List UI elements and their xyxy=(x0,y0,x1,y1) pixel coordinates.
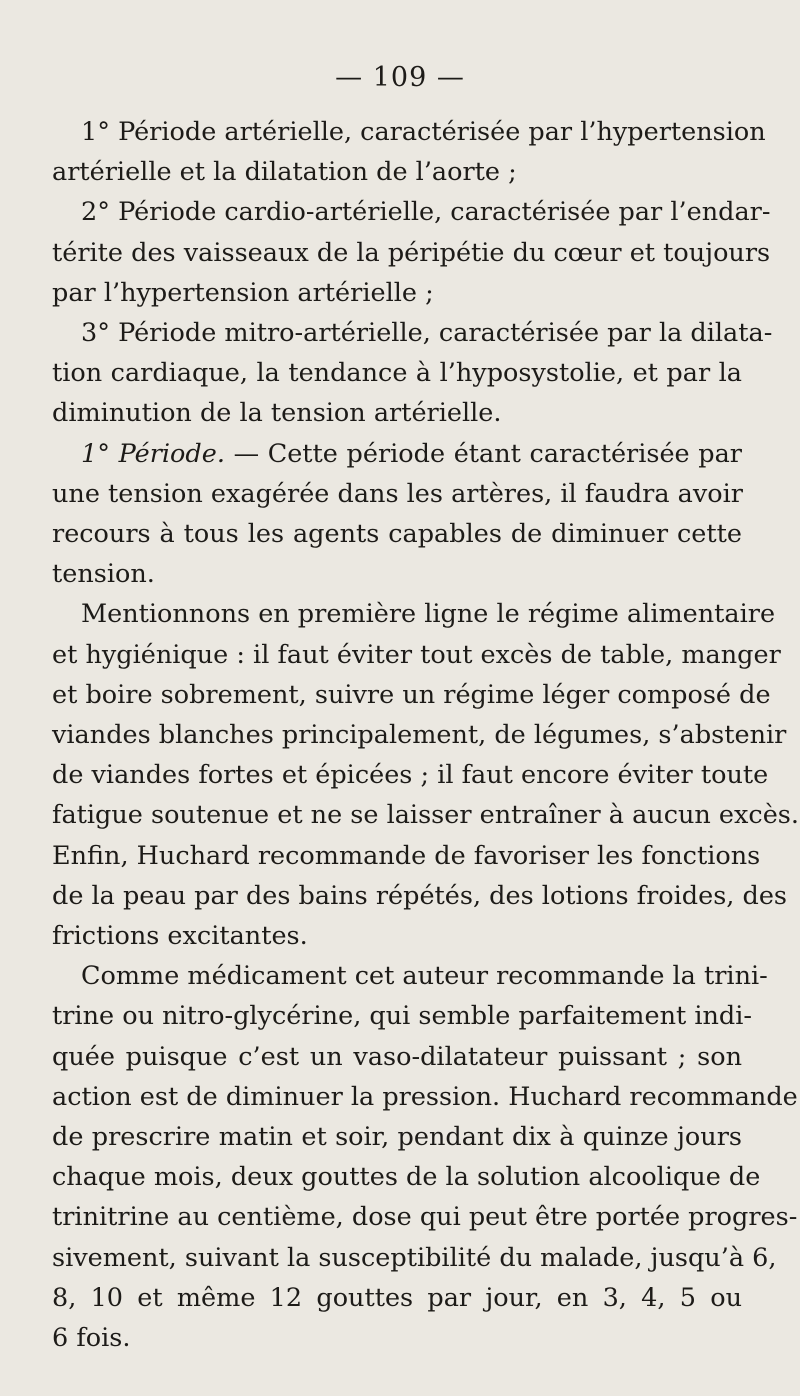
text-line: artérielle et la dilatation de l’aorte ; xyxy=(52,157,517,188)
text-line: sivement, suivant la susceptibilité du malade, jusqu’à 6, xyxy=(52,1242,777,1273)
text-line: et boire sobrement, suivre un régime léger composé de xyxy=(52,679,771,710)
text-line: trinitrine au centième, dose qui peut être portée progres- xyxy=(52,1202,798,1233)
text-line: trine ou nitro-glycérine, qui semble parfaitement indi- xyxy=(52,1001,753,1032)
text-line: tension. xyxy=(52,559,155,590)
text-line: frictions excitantes. xyxy=(52,921,308,952)
text-line: Enfin, Huchard recommande de favoriser les fonctions xyxy=(52,840,761,871)
text-line: 3° Période mitro-artérielle, caractérisée par la dilata- xyxy=(81,318,773,349)
paragraph-periode-mitro-arterielle xyxy=(52,313,773,434)
body-text xyxy=(52,112,799,1358)
text-line: 6 fois. xyxy=(52,1323,131,1354)
text-line: Comme médicament cet auteur recommande la trini- xyxy=(81,961,768,992)
page-number: — 109 — xyxy=(335,62,465,93)
text-line: action est de diminuer la pression. Huchard recommande xyxy=(52,1081,798,1112)
text-line: chaque mois, deux gouttes de la solution alcoolique de xyxy=(52,1162,761,1193)
paragraph-periode-cardio-arterielle xyxy=(52,192,771,313)
text-line: 2° Période cardio-artérielle, caractérisée par l’endar- xyxy=(81,197,771,228)
text-line: de viandes fortes et épicées ; il faut encore éviter toute xyxy=(52,760,769,791)
text-line: et hygiénique : il faut éviter tout excès de table, manger xyxy=(52,639,781,670)
text-line: tion cardiaque, la tendance à l’hyposystolie, et par la xyxy=(52,358,742,389)
paragraph-periode-arterielle xyxy=(52,112,766,192)
text-line: fatigue soutenue et ne se laisser entraîner à aucun excès. xyxy=(52,800,799,831)
text-line: térite des vaisseaux de la péripétie du cœur et toujours xyxy=(52,237,771,268)
text-line: recours à tous les agents capables de diminuer cette xyxy=(52,519,742,550)
text-line: une tension exagérée dans les artères, il faudra avoir xyxy=(52,478,743,509)
text-line: diminution de la tension artérielle. xyxy=(52,398,502,429)
text-line: 8, 10 et même 12 gouttes par jour, en 3, 4, 5 ou xyxy=(52,1282,742,1313)
text-line: 1° Période artérielle, caractérisée par l’hypertension xyxy=(81,117,766,147)
section-heading: 1° Période. xyxy=(81,438,225,469)
text-line: viandes blanches principalement, de légumes, s’abstenir xyxy=(52,720,787,751)
text-line: par l’hypertension artérielle ; xyxy=(52,277,434,308)
text-line: de la peau par des bains répétés, des lotions froides, des xyxy=(52,880,788,911)
text-line: Mentionnons en première ligne le régime alimentaire xyxy=(81,599,776,630)
text-line: de prescrire matin et soir, pendant dix à quinze jours xyxy=(52,1122,742,1153)
paragraph-regime xyxy=(52,594,799,956)
text-line xyxy=(52,434,742,474)
text-fragment: — Cette période étant caractérisée par xyxy=(224,438,742,469)
paragraph-premiere-periode xyxy=(52,434,742,595)
paragraph-medicament xyxy=(52,956,798,1358)
text-line: quée puisque c’est un vaso-dilatateur puissant ; son xyxy=(52,1041,742,1072)
